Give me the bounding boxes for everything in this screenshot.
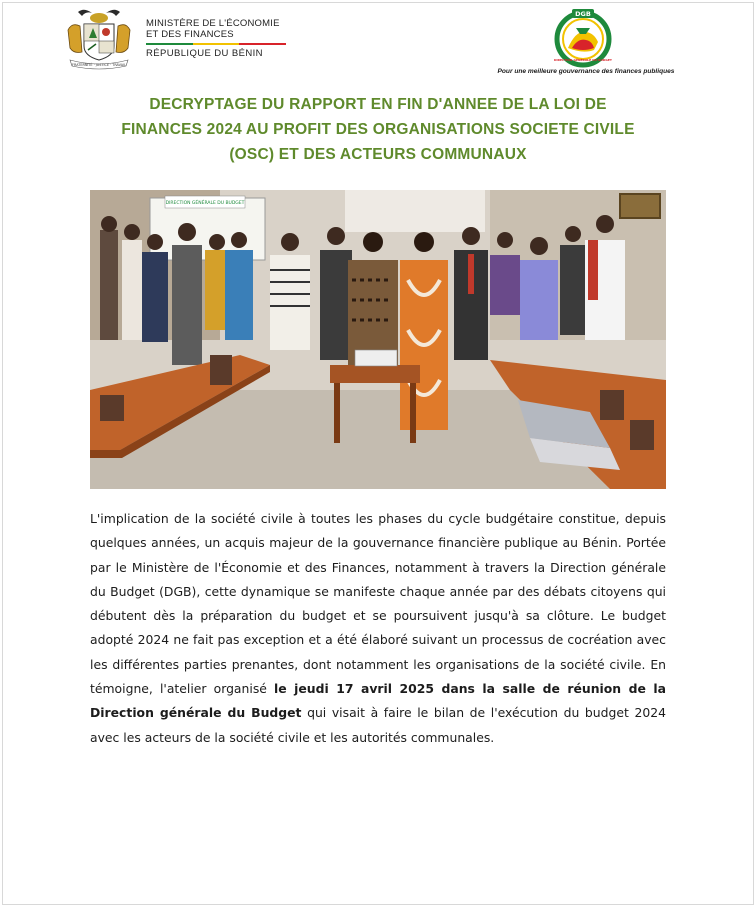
workshop-group-photo — [90, 190, 666, 489]
body-part-2: qui visait à faire le bilan de l'exécution du budget 2024 avec les acteurs de la société civile et les autorités communales. — [90, 705, 666, 745]
ministry-name-line1: MINISTÈRE DE L'ÉCONOMIE — [146, 18, 280, 29]
page-title — [82, 92, 674, 167]
body-part-1: L'implication de la société civile à toutes les phases du cycle budgétaire constitue, depuis quelques années, un acquis majeur de la gouvernance financière publique au Bénin. Portée par le Ministère de l'Économie et des Finances, notamment à travers la Direction générale du Budget (DGB), cette dynamique se manifeste chaque année par des débats citoyens qui débutent dès la préparation du budget et se poursuivent jusqu'à sa clôture. Le budget adopté 2024 ne fait pas exception et a été élaboré suivant un processus de cocréation avec les différentes parties prenantes, dont notamment les organisations de la société civile. En témoigne, l'atelier organisé — [90, 511, 666, 697]
dgb-ring-text: DIRECTION GÉNÉRALE DU BUDGET — [554, 58, 612, 62]
benin-coat-of-arms-icon — [62, 8, 136, 70]
photo-illustration — [90, 190, 666, 489]
country-name: RÉPUBLIQUE DU BÉNIN — [146, 48, 263, 59]
body-bold-date-location: le jeudi 17 avril 2025 dans la salle de réunion de la Direction générale du Budget — [90, 681, 666, 721]
photo-banner-text: DIRECTION GÉNÉRALE DU BUDGET — [165, 201, 245, 206]
title-line-1: DECRYPTAGE DU RAPPORT EN FIN D'ANNEE DE LA LOI DE — [149, 96, 607, 113]
ministry-header — [62, 8, 302, 70]
dgb-header — [486, 8, 686, 78]
ministry-name-line2: ET DES FINANCES — [146, 29, 234, 40]
dgb-slogan: Pour une meilleure gouvernance des finances publiques — [497, 68, 675, 75]
dgb-logo-icon — [546, 8, 620, 68]
flag-rule — [146, 43, 286, 45]
article-body — [90, 507, 666, 750]
title-line-3: (OSC) ET DES ACTEURS COMMUNAUX — [229, 146, 527, 163]
title-line-2: FINANCES 2024 AU PROFIT DES ORGANISATIONS SOCIETE CIVILE — [121, 121, 635, 138]
coat-motto: FRATERNITÉ · JUSTICE · TRAVAIL — [72, 63, 126, 67]
dgb-badge-text: DGB — [575, 10, 591, 19]
